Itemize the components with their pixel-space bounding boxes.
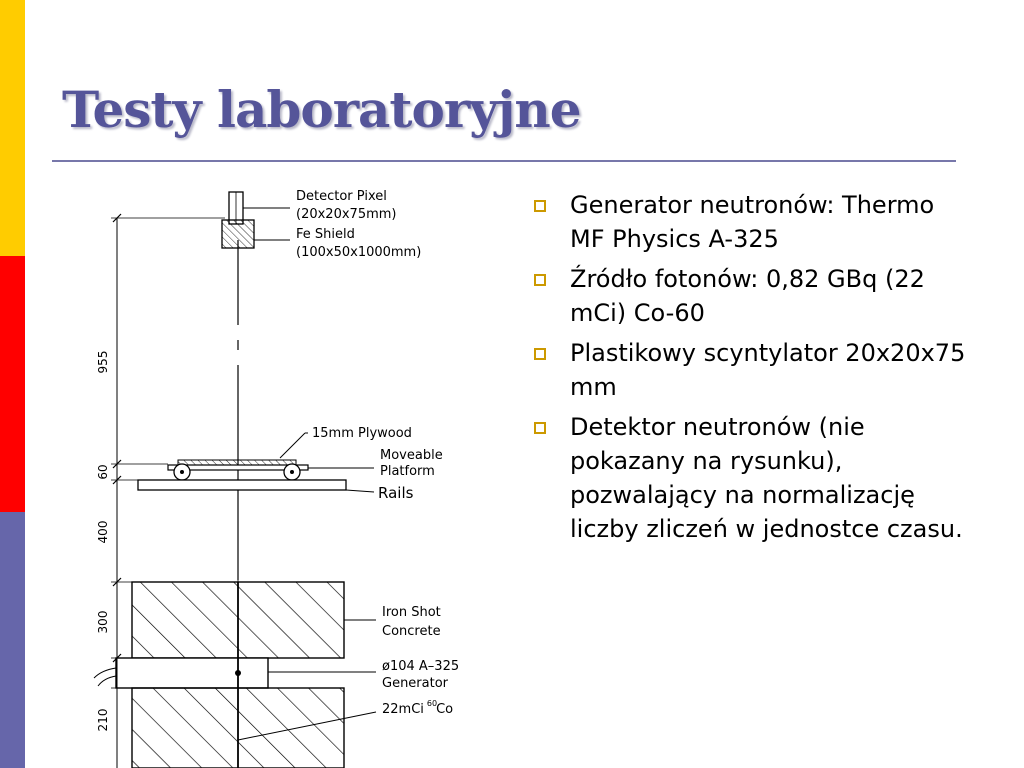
- label-concrete: Concrete: [382, 624, 441, 639]
- accent-bar-blue: [0, 512, 25, 768]
- label-platform: Platform: [380, 464, 435, 479]
- rails-shape: [138, 480, 346, 490]
- fe-shield-shape: [222, 220, 254, 248]
- plywood-shape: [178, 460, 296, 465]
- accent-bar-yellow: [0, 0, 25, 256]
- dim-300: 300: [96, 610, 110, 634]
- label-moveable: Moveable: [380, 448, 443, 463]
- dim-400: 400: [96, 520, 110, 544]
- bullet-text: Źródło fotonów: 0,82 GBq (22 mCi) Co-60: [570, 265, 925, 327]
- bullet-item: [532, 336, 972, 404]
- label-fe-shield: Fe Shield: [296, 227, 355, 242]
- square-bullet-icon: [534, 348, 546, 360]
- bullet-text: Detektor neutronów (nie pokazany na rysunku), pozwalający na normalizację liczby zliczeń w jednostce czasu.: [570, 413, 963, 543]
- accent-bar-red: [0, 256, 25, 512]
- bullet-text: Plastikowy scyntylator 20x20x75 mm: [570, 339, 966, 401]
- dim-60: 60: [96, 464, 110, 480]
- dim-955: 955: [96, 350, 110, 374]
- slide-title: Testy laboratoryjne: [62, 80, 581, 139]
- label-generator-model: ø104 A–325: [382, 659, 460, 674]
- bullet-item: [532, 262, 972, 330]
- bullet-list: [532, 188, 972, 552]
- label-detector-pixel-dims: (20x20x75mm): [296, 207, 397, 222]
- label-detector-pixel: Detector Pixel: [296, 189, 387, 204]
- square-bullet-icon: [534, 422, 546, 434]
- label-rails: Rails: [378, 484, 414, 502]
- dim-210: 210: [96, 708, 110, 732]
- label-plywood: 15mm Plywood: [312, 426, 412, 441]
- bullet-item: [532, 188, 972, 256]
- bullet-item: [532, 410, 972, 546]
- bullet-text: Generator neutronów: Thermo MF Physics A-325: [570, 191, 935, 253]
- generator-shape: [116, 658, 268, 688]
- label-fe-shield-dims: (100x50x1000mm): [296, 245, 422, 260]
- label-generator: Generator: [382, 676, 449, 691]
- square-bullet-icon: [534, 200, 546, 212]
- label-source: 22mCi $^{60}$Co: [382, 699, 454, 717]
- label-iron-shot: Iron Shot: [382, 605, 441, 620]
- square-bullet-icon: [534, 274, 546, 286]
- lab-setup-diagram: [80, 180, 480, 768]
- title-divider: [52, 160, 956, 162]
